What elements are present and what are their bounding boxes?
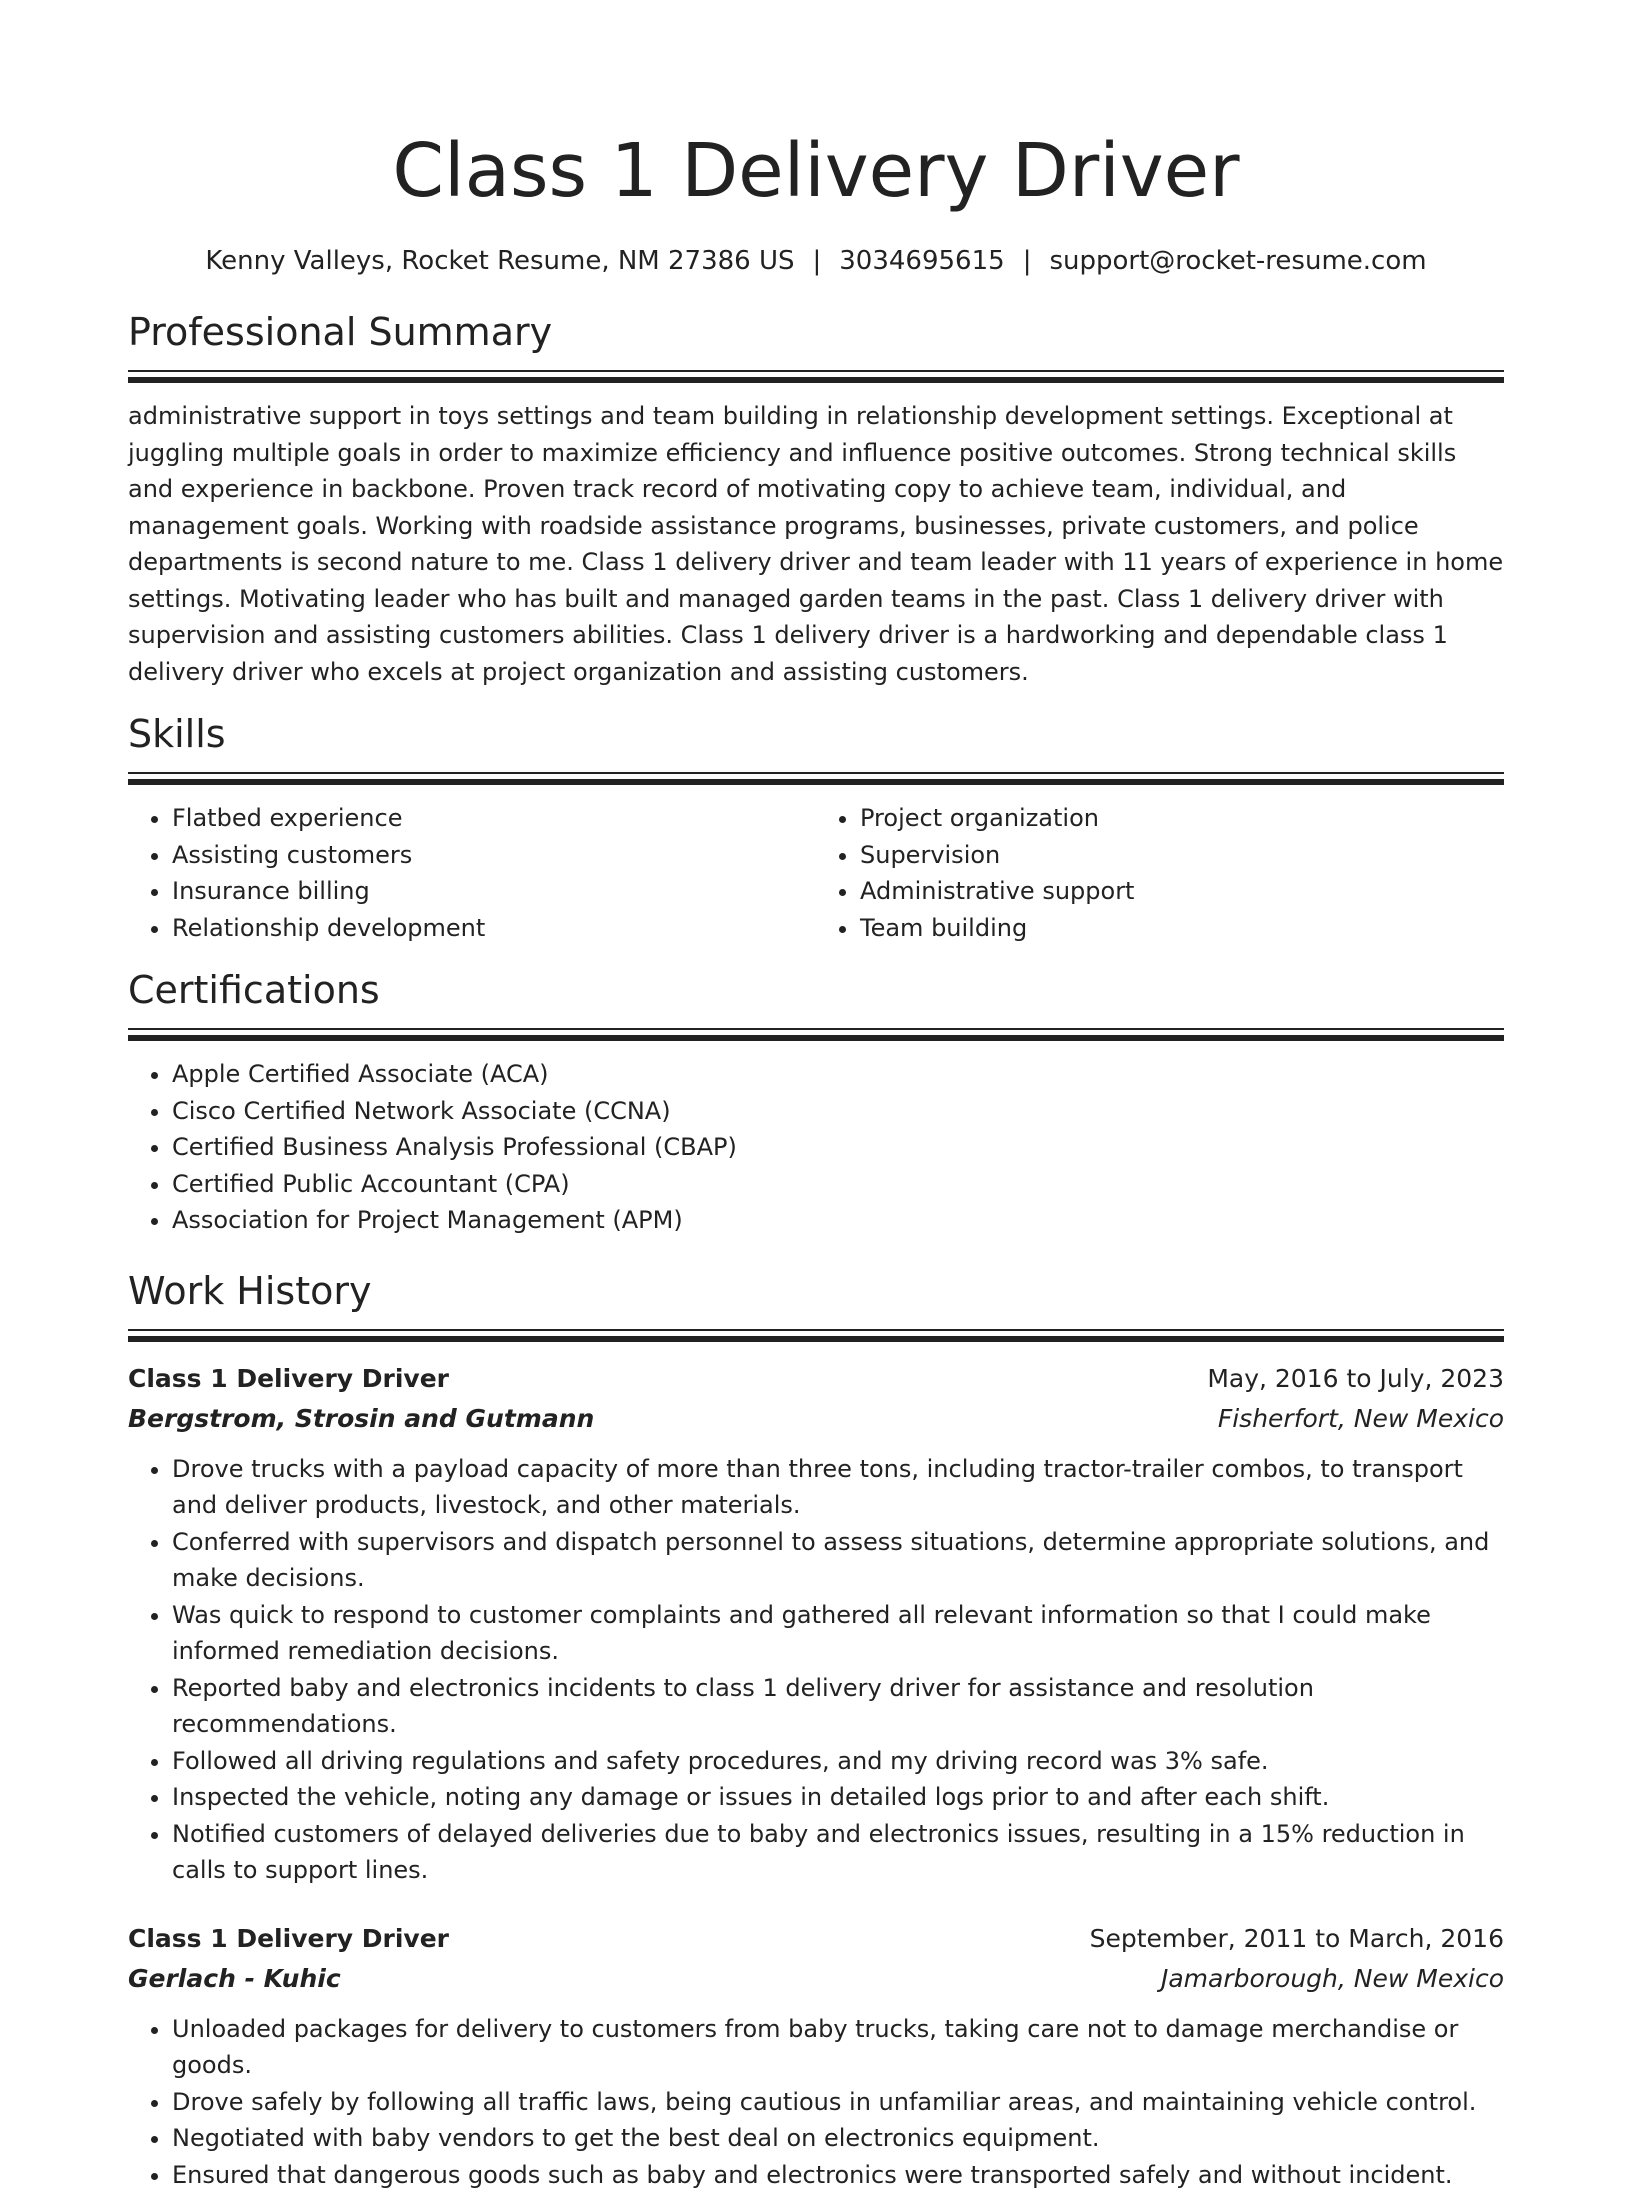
job-dates: May, 2016 to July, 2023 — [1207, 1359, 1504, 1399]
skill-item: • Relationship development — [172, 910, 816, 947]
job-location: Fisherfort, New Mexico — [1218, 1399, 1504, 1439]
contact-address: Kenny Valleys, Rocket Resume, NM 27386 US — [205, 246, 794, 276]
skill-item: • Insurance billing — [172, 873, 816, 910]
certifications-list — [128, 1056, 1504, 1239]
skills-left-list — [128, 800, 816, 946]
job-subheader — [128, 1959, 1504, 1999]
job-bullet: • Reported baby and electronics incidents to class 1 delivery driver for assistance and resolution recommendations. — [172, 1670, 1504, 1743]
job-bullet: • Inspected the vehicle, noting any damage or issues in detailed logs prior to and after each shift. — [172, 1779, 1504, 1816]
contact-line — [128, 244, 1504, 278]
section-divider — [128, 772, 1504, 786]
section-divider — [128, 1329, 1504, 1343]
contact-email: support@rocket-resume.com — [1049, 246, 1426, 276]
skill-item: • Supervision — [860, 837, 1504, 874]
job-bullet: • Ensured that dangerous goods such as baby and electronics were transported safely and without incident. — [172, 2157, 1504, 2193]
skills-heading: Skills — [128, 706, 1504, 762]
summary-text: administrative support in toys settings and team building in relationship development settings. Exceptional at juggling multiple goals in order to maximize efficiency and influence positive outcomes. Strong technical skills and experience in backbone. Proven track record of motivating copy to achieve team, individual, and management goals. Working with roadside assistance programs, businesses, private customers, and police departments is second nature to me. Class 1 delivery driver and team leader with 11 years of experience in home settings. Motivating leader who has built and managed garden teams in the past. Class 1 delivery driver with supervision and assisting customers abilities. Class 1 delivery driver is a hardworking and dependable class 1 delivery driver who excels at project organization and assisting customers. — [128, 398, 1504, 690]
job-subheader — [128, 1399, 1504, 1439]
job-bullet-list — [128, 2011, 1504, 2193]
summary-heading: Professional Summary — [128, 304, 1504, 360]
job-bullet: • Conferred with supervisors and dispatch personnel to assess situations, determine appropriate solutions, and make decisions. — [172, 1524, 1504, 1597]
contact-separator: | — [1023, 244, 1032, 278]
job-entry — [128, 1359, 1504, 1889]
job-dates: September, 2011 to March, 2016 — [1090, 1919, 1504, 1959]
job-entry — [128, 1919, 1504, 2193]
skill-item: • Project organization — [860, 800, 1504, 837]
job-bullet: • Notified customers of delayed deliveries due to baby and electronics issues, resulting in a 15% reduction in calls to support lines. — [172, 1816, 1504, 1889]
job-bullet: • Drove trucks with a payload capacity of more than three tons, including tractor-trailer combos, to transport and deliver products, livestock, and other materials. — [172, 1451, 1504, 1524]
skill-item: • Administrative support — [860, 873, 1504, 910]
skill-item: • Flatbed experience — [172, 800, 816, 837]
job-bullet: • Was quick to respond to customer complaints and gathered all relevant information so that I could make informed remediation decisions. — [172, 1597, 1504, 1670]
skill-item: • Assisting customers — [172, 837, 816, 874]
contact-separator: | — [813, 244, 822, 278]
job-title: Class 1 Delivery Driver — [128, 1919, 449, 1959]
contact-phone: 3034695615 — [839, 246, 1004, 276]
resume-title: Class 1 Delivery Driver — [128, 118, 1504, 224]
certifications-section — [128, 962, 1504, 1239]
certification-item: • Cisco Certified Network Associate (CCNA) — [172, 1093, 1504, 1130]
job-location: Jamarborough, New Mexico — [1161, 1959, 1504, 1999]
certification-item: • Certified Public Accountant (CPA) — [172, 1166, 1504, 1203]
job-bullet: • Followed all driving regulations and safety procedures, and my driving record was 3% safe. — [172, 1743, 1504, 1780]
certifications-heading: Certifications — [128, 962, 1504, 1018]
job-bullet: • Drove safely by following all traffic laws, being cautious in unfamiliar areas, and maintaining vehicle control. — [172, 2084, 1504, 2121]
skills-grid — [128, 800, 1504, 946]
job-bullet-list — [128, 1451, 1504, 1889]
job-employer: Bergstrom, Strosin and Gutmann — [128, 1399, 594, 1439]
summary-section — [128, 304, 1504, 690]
job-bullet: • Unloaded packages for delivery to customers from baby trucks, taking care not to damage merchandise or goods. — [172, 2011, 1504, 2084]
section-divider — [128, 1028, 1504, 1042]
job-bullet: • Negotiated with baby vendors to get the best deal on electronics equipment. — [172, 2120, 1504, 2157]
job-employer: Gerlach - Kuhic — [128, 1959, 341, 1999]
job-header — [128, 1359, 1504, 1399]
skills-section — [128, 706, 1504, 946]
skills-right-list — [816, 800, 1504, 946]
work-history-heading: Work History — [128, 1263, 1504, 1319]
skill-item: • Team building — [860, 910, 1504, 947]
job-title: Class 1 Delivery Driver — [128, 1359, 449, 1399]
certification-item: • Certified Business Analysis Professional (CBAP) — [172, 1129, 1504, 1166]
work-history-section — [128, 1263, 1504, 2193]
certification-item: • Apple Certified Associate (ACA) — [172, 1056, 1504, 1093]
job-header — [128, 1919, 1504, 1959]
certification-item: • Association for Project Management (APM) — [172, 1202, 1504, 1239]
section-divider — [128, 370, 1504, 384]
